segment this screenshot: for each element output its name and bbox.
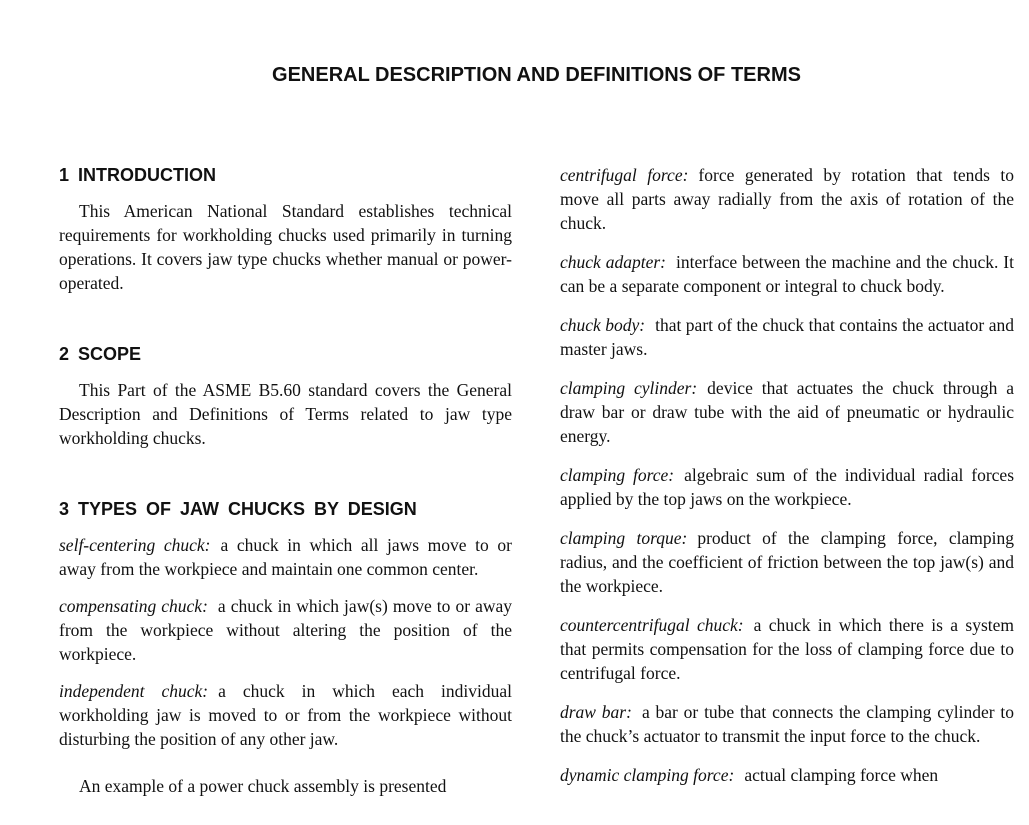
definition-term: draw bar:: [560, 702, 632, 722]
definition-term: dynamic clamping force:: [560, 765, 735, 785]
definition-term: chuck adapter:: [560, 252, 666, 272]
definition-term: centrifugal force:: [560, 165, 689, 185]
right-column: [560, 163, 1014, 802]
definition-clamping-cylinder: [560, 376, 1014, 448]
section-heading-introduction: 1 INTRODUCTION: [59, 165, 216, 185]
definition-term: clamping torque:: [560, 528, 688, 548]
definition-text: interface between the machine and the chuck. It can be a separate component or integral to chuck body.: [560, 252, 1014, 296]
definition-centrifugal-force: [560, 163, 1014, 235]
definition-text: a chuck in which all jaws move to or away from the workpiece and maintain one common center.: [59, 535, 512, 579]
section-heading-types: 3 TYPES OF JAW CHUCKS BY DESIGN: [59, 499, 417, 519]
definition-chuck-adapter: [560, 250, 1014, 298]
definition-text: a chuck in which jaw(s) move to or away from the workpiece without altering the position of the workpiece.: [59, 596, 513, 664]
definition-term: compensating chuck:: [59, 596, 208, 616]
definition-text: algebraic sum of the individual radial forces applied by the top jaws on the workpiece.: [560, 465, 1015, 509]
definition-independent-chuck: [59, 679, 512, 751]
left-column: [59, 163, 512, 798]
definition-text: actual clamping force when: [744, 765, 939, 785]
scope-paragraph: This Part of the ASME B5.60 standard covers the General Description and Definitions of Terms related to jaw type workholding chucks.: [59, 380, 512, 448]
definition-term: independent chuck:: [59, 681, 209, 701]
definition-text: that part of the chuck that contains the actuator and master jaws.: [560, 315, 1014, 359]
introduction-paragraph: This American National Standard establishes technical requirements for workholding chucks used primarily in turning operations. It covers jaw type chucks whether manual or power-operated.: [59, 201, 512, 293]
definition-text: a chuck in which each individual workholding jaw is moved to or from the workpiece without disturbing the position of any other jaw.: [59, 681, 512, 749]
definition-compensating-chuck: [59, 594, 512, 666]
definition-countercentrifugal-chuck: [560, 613, 1014, 685]
definition-term: clamping cylinder:: [560, 378, 698, 398]
definition-chuck-body: [560, 313, 1014, 361]
page-title: GENERAL DESCRIPTION AND DEFINITIONS OF TERMS: [272, 64, 801, 86]
definition-text: force generated by rotation that tends to move all parts away radially from the axis of rotation of the chuck.: [560, 165, 1014, 233]
definition-text: product of the clamping force, clamping radius, and the coefficient of friction between the top jaw(s) and the workpiece.: [560, 528, 1014, 596]
definition-text: a chuck in which there is a system that permits compensation for the loss of clamping force due to centrifugal force.: [560, 615, 1014, 683]
definition-clamping-torque: [560, 526, 1014, 598]
definition-text: device that actuates the chuck through a draw bar or draw tube with the aid of pneumatic or hydraulic energy.: [560, 378, 1014, 446]
definition-draw-bar: [560, 700, 1014, 748]
definition-dynamic-clamping-force: [560, 763, 1014, 787]
trailing-paragraph: An example of a power chuck assembly is presented: [79, 776, 447, 796]
section-heading-scope: 2 SCOPE: [59, 344, 142, 364]
definition-term: clamping force:: [560, 465, 675, 485]
definition-clamping-force: [560, 463, 1014, 511]
definition-term: chuck body:: [560, 315, 646, 335]
definition-self-centering-chuck: [59, 533, 512, 581]
definition-term: self-centering chuck:: [59, 535, 211, 555]
definition-text: a bar or tube that connects the clamping cylinder to the chuck’s actuator to transmit the input force to the chuck.: [560, 702, 1014, 746]
definition-term: countercentrifugal chuck:: [560, 615, 744, 635]
